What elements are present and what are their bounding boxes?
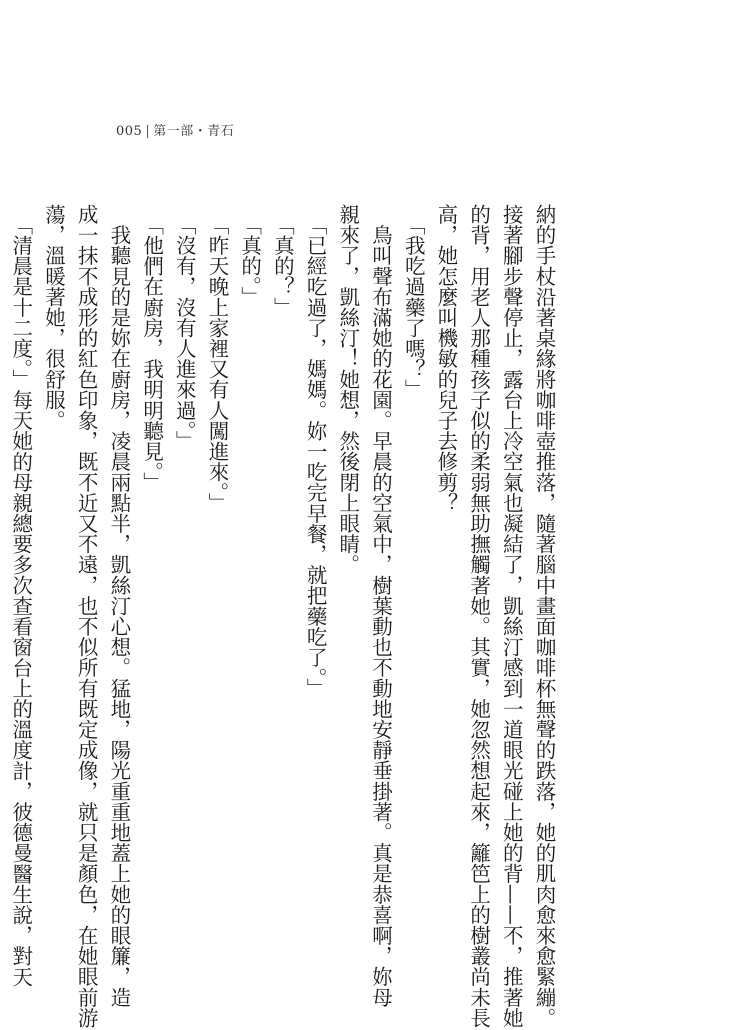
text-line-2: 接著腳步聲停止，露台上冷空氣也凝結了，凱絲汀感到一道眼光碰上她的背——不，推著她	[499, 204, 524, 1028]
body-text	[4, 204, 560, 1028]
section-title: 第一部・青石	[153, 124, 235, 139]
text-line-5: 「我吃過藥了嗎？」	[401, 204, 426, 400]
text-line-11: 「昨天晚上家裡又有人闖進來。」	[204, 204, 229, 514]
text-line-13: 「他們在廚房，我明明聽見。」	[139, 204, 164, 493]
text-line-17: 「清晨是十二度。」每天她的母親總要多次查看窗台上的溫度計，彼德曼醫生說，對天	[8, 204, 33, 987]
text-line-12: 「沒有，沒有人進來過。」	[172, 204, 197, 452]
text-line-8: 「已經吃過了，媽媽。妳一吃完早餐，就把藥吃了。」	[303, 204, 328, 699]
text-line-10: 「真的。」	[237, 204, 262, 308]
text-line-15: 成一抹不成形的紅色印象，既不近又不遠，也不似所有既定成像，就只是顏色，在她眼前游	[74, 204, 99, 1028]
header-separator: |	[145, 124, 151, 139]
text-line-16: 蕩，溫暖著她，很舒服。	[41, 204, 66, 431]
running-header	[116, 120, 234, 139]
text-line-6: 鳥叫聲布滿她的花園。早晨的空氣中，樹葉動也不動地安靜垂掛著。真是恭喜啊，妳母	[368, 204, 393, 1008]
text-line-14: 我聽見的是妳在廚房，凌晨兩點半，凱絲汀心想。猛地，陽光重重地蓋上她的眼簾，造	[106, 204, 131, 1008]
text-line-4: 高，她怎麼叫機敏的兒子去修剪？	[433, 204, 458, 513]
text-line-9: 「真的？」	[270, 204, 295, 318]
page-number: 005	[116, 124, 143, 139]
text-line-7: 親來了，凱絲汀！她想，然後閉上眼睛。	[335, 204, 360, 575]
text-line-1: 納的手杖沿著桌緣將咖啡壺推落，隨著腦中畫面咖啡杯無聲的跌落，她的肌肉愈來愈緊繃。	[532, 204, 556, 1028]
text-line-3: 的背，用老人那種孩子似的柔弱無助撫觸著她。其實，她忽然想起來，籬笆上的樹叢尚未長	[466, 204, 491, 1028]
